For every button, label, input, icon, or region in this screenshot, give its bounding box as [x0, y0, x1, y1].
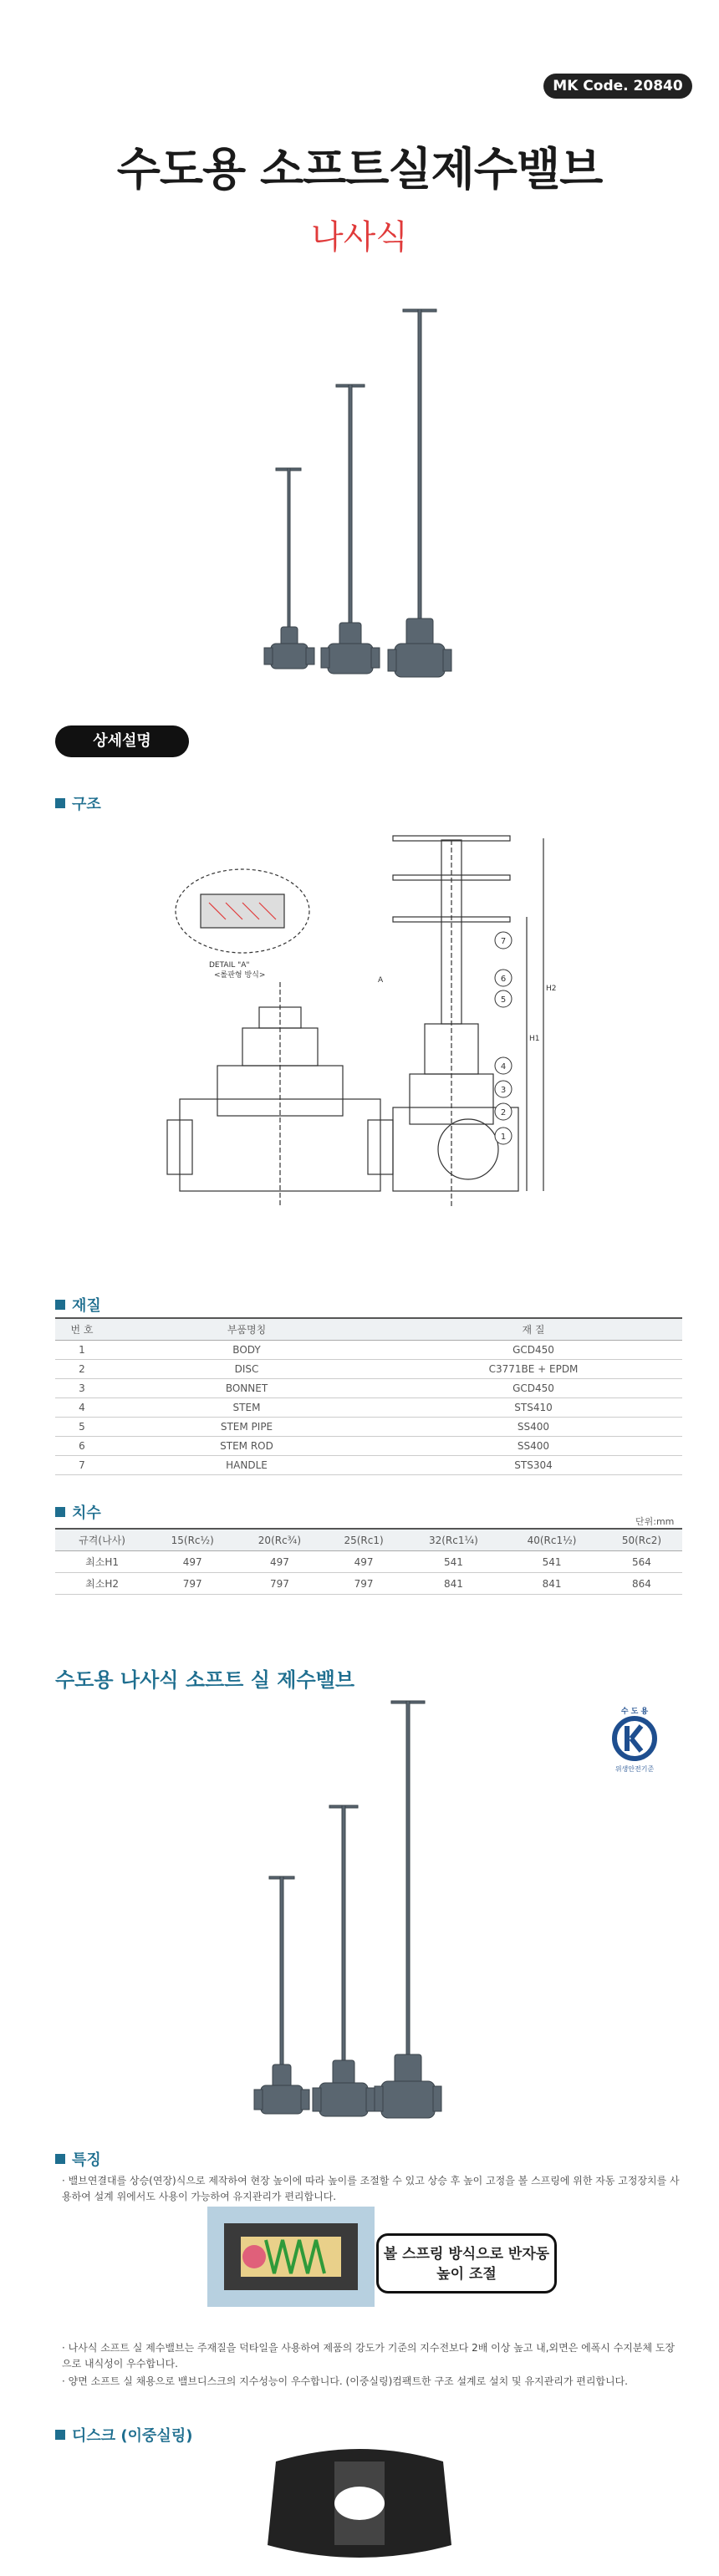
page-subtitle: 나사식 [311, 218, 408, 257]
table-cell: GCD450 [385, 1379, 682, 1398]
table-row [55, 1551, 682, 1573]
detail-sub-caption: <롤판형 방식> [214, 971, 266, 980]
table-cell: STS304 [385, 1456, 682, 1475]
column-header: 40(Rc1½) [502, 1529, 601, 1551]
table-row [55, 1437, 682, 1456]
table-cell: 497 [149, 1551, 236, 1573]
table-cell: 541 [502, 1551, 601, 1573]
part-number: 3 [500, 1086, 507, 1095]
table-cell: 3 [55, 1379, 109, 1398]
material-heading [55, 1294, 101, 1316]
hero-valves-image [251, 305, 485, 681]
dim-label-h1: H2 [546, 985, 557, 993]
bullet-square-icon [55, 1300, 65, 1310]
table-cell: STS410 [385, 1398, 682, 1418]
page-title: 수도용 소프트실제수밸브 [116, 143, 603, 196]
product-heading: 수도용 나사식 소프트 실 제수밸브 [55, 1668, 354, 1692]
table-row [55, 1341, 682, 1360]
column-header: 부품명칭 [109, 1318, 385, 1341]
table-row [55, 1418, 682, 1437]
column-header: 15(Rc½) [149, 1529, 236, 1551]
dimension-heading [55, 1501, 101, 1523]
table-cell: BODY [109, 1341, 385, 1360]
table-cell: 497 [323, 1551, 404, 1573]
structure-heading [55, 792, 101, 814]
table-cell: 797 [149, 1573, 236, 1595]
mark-a: A [378, 976, 384, 985]
dim-label-h2: H1 [529, 1035, 540, 1043]
table-cell: 2 [55, 1360, 109, 1379]
table-row [55, 1398, 682, 1418]
feature-text-3: · 양면 소프트 실 채용으로 밸브디스크의 지수성능이 우수합니다. (이중실링)컴팩트한 구조 설계로 설치 및 유지관리가 편리합니다. [62, 2375, 628, 2387]
product-valves-image [251, 1697, 485, 2131]
spring-mechanism-image [207, 2207, 375, 2307]
table-cell: 7 [55, 1456, 109, 1475]
column-header: 재 질 [385, 1318, 682, 1341]
table-cell: 6 [55, 1437, 109, 1456]
features-heading [55, 2148, 101, 2170]
column-header: 20(Rc¾) [236, 1529, 323, 1551]
table-cell: SS400 [385, 1418, 682, 1437]
table-cell: 841 [405, 1573, 503, 1595]
table-row [55, 1456, 682, 1475]
structure-heading-text: 구조 [72, 796, 101, 813]
table-cell: 4 [55, 1398, 109, 1418]
kc-logo-icon [609, 1716, 660, 1761]
table-cell: 5 [55, 1418, 109, 1437]
table-cell: C3771BE + EPDM [385, 1360, 682, 1379]
table-row [55, 1360, 682, 1379]
table-cell: STEM [109, 1398, 385, 1418]
table-cell: 최소H1 [55, 1551, 149, 1573]
table-cell: STEM PIPE [109, 1418, 385, 1437]
part-number: 1 [500, 1133, 507, 1142]
part-number: 7 [500, 937, 507, 946]
bullet-square-icon [55, 2154, 65, 2164]
table-cell: STEM ROD [109, 1437, 385, 1456]
table-cell: 최소H2 [55, 1573, 149, 1595]
spring-callout: 볼 스프링 방식으로 반자동 높이 조절 [376, 2233, 557, 2293]
table-cell: 797 [236, 1573, 323, 1595]
mk-code-badge: MK Code. 20840 [543, 74, 692, 99]
table-cell: SS400 [385, 1437, 682, 1456]
table-row [55, 1379, 682, 1398]
table-cell: 841 [502, 1573, 601, 1595]
material-table [55, 1317, 682, 1475]
disc-heading [55, 2424, 192, 2446]
table-cell: 1 [55, 1341, 109, 1360]
column-header: 50(Rc2) [601, 1529, 682, 1551]
table-cell: 497 [236, 1551, 323, 1573]
dimension-table [55, 1528, 682, 1595]
table-cell: HANDLE [109, 1456, 385, 1475]
table-cell: DISC [109, 1360, 385, 1379]
column-header: 규격(나사) [55, 1529, 149, 1551]
structure-drawing [159, 823, 602, 1241]
table-cell: 564 [601, 1551, 682, 1573]
bullet-square-icon [55, 2430, 65, 2440]
part-number: 2 [500, 1108, 507, 1117]
part-number: 6 [500, 975, 507, 984]
bullet-square-icon [55, 798, 65, 808]
detail-caption: DETAIL "A" [209, 961, 250, 970]
features-heading-text: 특징 [72, 2151, 101, 2169]
cert-bottom-text: 위생안전기준 [614, 1765, 655, 1773]
feature-text-1: · 밸브연결대를 상승(연장)식으로 제작하여 현장 높이에 따라 높이를 조절할 수 있고 상승 후 높이 고정을 볼 스프링에 위한 자동 고정장치를 사용하여 설계 위에서도 사용이 가능하여 유지관리가 편리합니다. [62, 2175, 680, 2202]
table-header-row [55, 1318, 682, 1341]
table-cell: 797 [323, 1573, 404, 1595]
kc-cert-mark [605, 1705, 664, 1774]
table-cell: BONNET [109, 1379, 385, 1398]
table-cell: 864 [601, 1573, 682, 1595]
column-header: 번 호 [55, 1318, 109, 1341]
disc-heading-text: 디스크 (이중실링) [72, 2427, 193, 2445]
table-row [55, 1573, 682, 1595]
table-cell: GCD450 [385, 1341, 682, 1360]
table-cell: 541 [405, 1551, 503, 1573]
table-header-row [55, 1529, 682, 1551]
feature-text-2: · 나사식 소프트 실 제수밸브는 주재질을 덕타일을 사용하여 제품의 강도가 기준의 지수전보다 2배 이상 높고 내,외면은 에폭시 수지분체 도장으로 내식성이 우수합니다. [62, 2342, 676, 2370]
column-header: 25(Rc1) [323, 1529, 404, 1551]
part-number: 5 [500, 995, 507, 1005]
column-header: 32(Rc1¼) [405, 1529, 503, 1551]
detail-label: 상세설명 [55, 725, 189, 757]
unit-label: 단위:mm [635, 1516, 675, 1527]
disc-image [251, 2445, 468, 2570]
cert-top-text: 수 도 용 [620, 1708, 649, 1716]
part-number: 4 [500, 1062, 507, 1072]
material-heading-text: 재질 [72, 1297, 101, 1315]
dimension-heading-text: 치수 [72, 1504, 101, 1522]
bullet-square-icon [55, 1507, 65, 1517]
